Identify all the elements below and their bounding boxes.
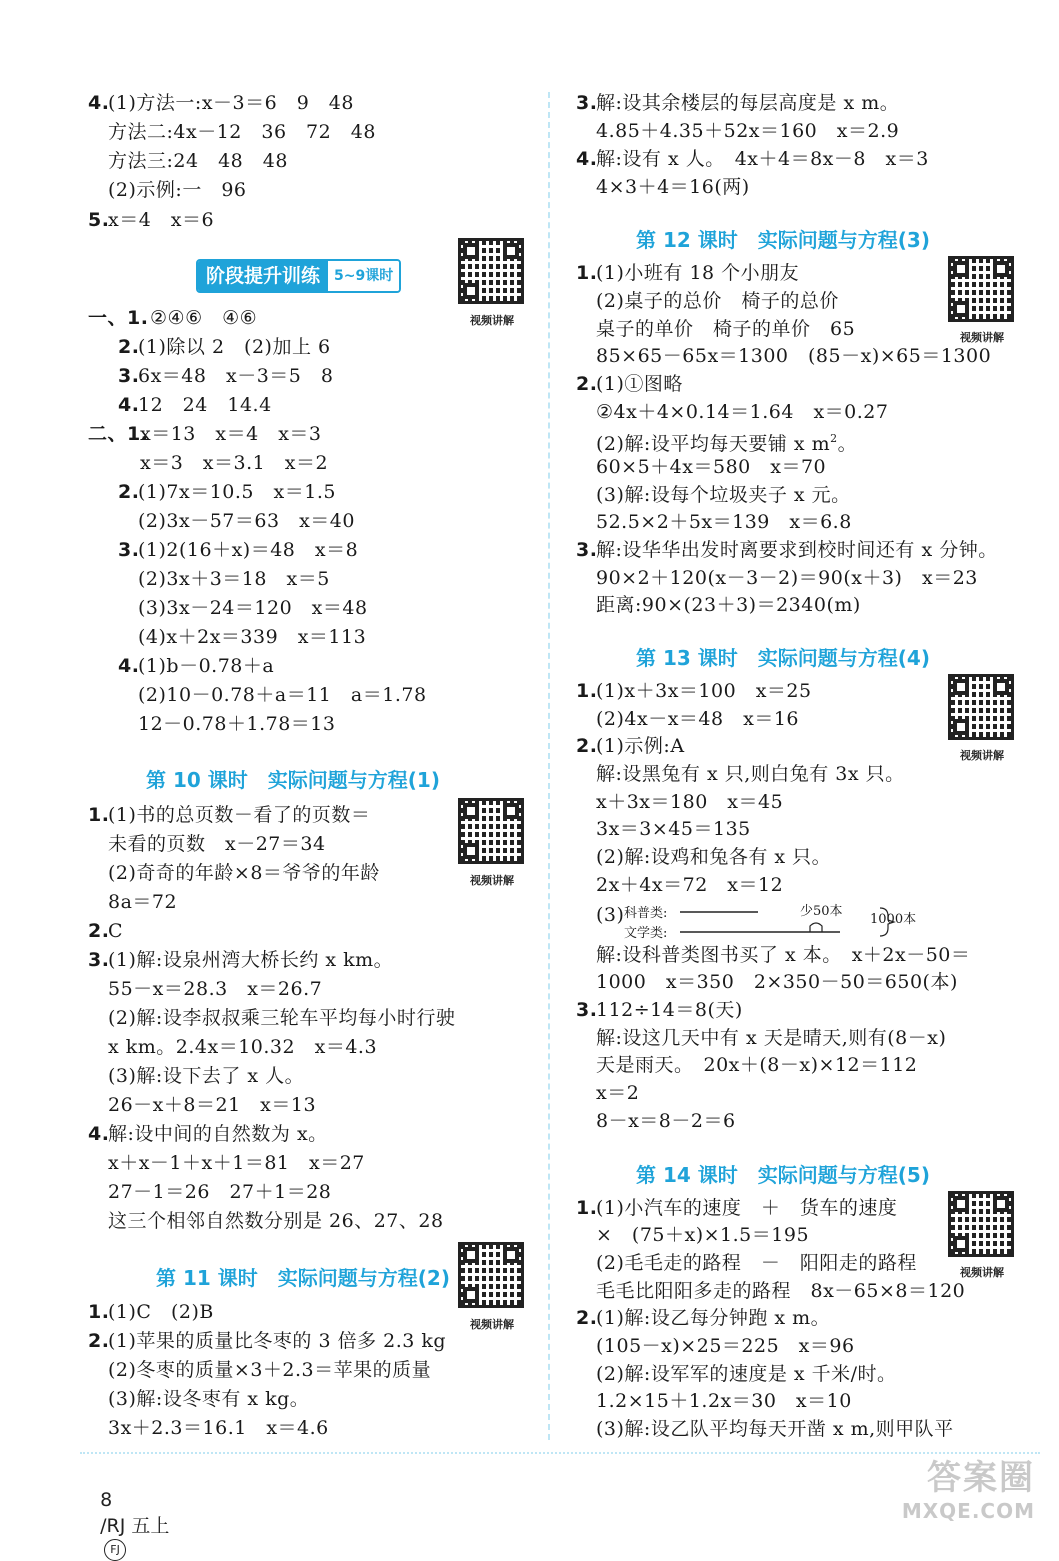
answer-line: 解:设中间的自然数为 x。 (108, 1123, 328, 1145)
q3-number: 3. (576, 539, 598, 561)
q3-number: 3. (576, 92, 598, 114)
answer-line: (1)①图略 (596, 373, 683, 395)
answer-line: (3)解:设下去了 x 人。 (108, 1065, 305, 1087)
lesson-14-title: 第 14 课时 实际问题与方程(5) (636, 1163, 930, 1187)
answer-line: 方法二:4x－12 36 72 48 (108, 121, 376, 143)
answer-line: 4.85＋4.35＋52x＝160 x＝2.9 (596, 120, 900, 142)
answer-line: 未看的页数 x－27＝34 (108, 833, 326, 855)
answer-line: (1)x＋3x＝100 x＝25 (596, 680, 812, 702)
answer-line: 85×65－65x＝1300 (85－x)×65＝1300 (596, 345, 992, 367)
item-number: 3. (118, 365, 140, 387)
q2-number: 2. (576, 735, 598, 757)
q4-number: 4. (576, 148, 598, 170)
edition-badge: FJ (104, 1539, 126, 1561)
qr-code-icon[interactable] (458, 1242, 524, 1308)
page-footer (88, 1467, 169, 1561)
answer-line: (3)解:设冬枣有 x kg。 (108, 1388, 310, 1410)
answer-line: ②4x＋4×0.14＝1.64 x＝0.27 (596, 401, 889, 423)
item-number: 2. (118, 336, 140, 358)
answer-line: 3x＝3×45＝135 (596, 818, 751, 840)
qr-code-icon[interactable] (948, 1191, 1014, 1257)
answer-line: (1)书的总页数－看了的页数＝ (108, 804, 371, 826)
answer-line: (1)示例:A (596, 735, 685, 757)
answer-line: 桌子的单价 椅子的单价 65 (596, 318, 856, 340)
answer-line: (2)奇奇的年龄×8＝爷爷的年龄 (108, 862, 380, 884)
answer-line: 方法三:24 48 48 (108, 150, 288, 172)
watermark-url: MXQE.COM (901, 1499, 1035, 1523)
diagram-lines (680, 898, 900, 942)
answer-line: (3)3x－24＝120 x＝48 (138, 597, 368, 619)
answer-line: 6x＝48 x－3＝5 8 (138, 365, 334, 387)
answer-line: 26－x＋8＝21 x＝13 (108, 1094, 317, 1116)
answer-line: (2)10－0.78＋a＝11 a＝1.78 (138, 684, 427, 706)
footer-rule (80, 1452, 1040, 1454)
answer-line: 1000 x＝350 2×350－50＝650(本) (596, 971, 958, 993)
answer-line: (1)C (2)B (108, 1301, 214, 1323)
answer-line: (1)方法一:x－3＝6 9 48 (108, 92, 354, 114)
q1-number: 1. (88, 804, 110, 826)
answer-line: (2)3x－57＝63 x＝40 (138, 510, 355, 532)
answer-line: x＝2 (596, 1082, 640, 1104)
answer-line: (105－x)×25＝225 x＝96 (596, 1335, 855, 1357)
answer-line: (2)解:设军军的速度是 x 千米/时。 (596, 1363, 897, 1385)
answer-line: (1)小班有 18 个小朋友 (596, 262, 800, 284)
answer-line: C (108, 920, 124, 942)
answer-line: (1)解:设乙每分钟跑 x m。 (596, 1307, 831, 1329)
answer-line: 1.2×15＋1.2x＝30 x＝10 (596, 1390, 852, 1412)
answer-line: 这三个相邻自然数分别是 26、27、28 (108, 1210, 444, 1232)
answer-line: x＝4 x＝6 (108, 209, 215, 231)
answer-line: x＝13 x＝4 x＝3 (140, 423, 322, 445)
answer-line: (3)解:设每个垃圾夹子 x 元。 (596, 484, 851, 506)
answer-line: 距离:90×(23＋3)＝2340(m) (596, 594, 861, 616)
q2-number: 2. (576, 373, 598, 395)
answer-line: x＋x－1＋x＋1＝81 x＝27 (108, 1152, 365, 1174)
q1-number: 1. (88, 1301, 110, 1323)
answer-line: (1)7x＝10.5 x＝1.5 (138, 481, 336, 503)
answer-line: 解:设华华出发时离要求到校时间还有 x 分钟。 (596, 539, 998, 561)
answer-line: 12－0.78＋1.78＝13 (138, 713, 336, 735)
answer-line: × (75＋x)×1.5＝195 (596, 1224, 810, 1246)
answer-line: 52.5×2＋5x＝139 x＝6.8 (596, 511, 852, 533)
item-number: 3. (118, 539, 140, 561)
stage-title: 阶段提升训练 (198, 261, 328, 291)
answer-line: (2)桌子的总价 椅子的总价 (596, 290, 839, 312)
diagram-total-label: 1000本 (870, 912, 917, 927)
answer-line: 解:设黑兔有 x 只,则白兔有 3x 只。 (596, 763, 905, 785)
qr-code-icon[interactable] (458, 238, 524, 304)
answer-line: 55－x＝28.3 x＝26.7 (108, 978, 323, 1000)
q1-number: 1. (576, 1197, 598, 1219)
answer-line: 8a＝72 (108, 891, 178, 913)
lesson-13-title: 第 13 课时 实际问题与方程(4) (636, 646, 930, 670)
edition-label: /RJ 五上 (100, 1515, 170, 1537)
answer-line: 60×5＋4x＝580 x＝70 (596, 456, 827, 478)
answer-line: 8－x＝8－2＝6 (596, 1110, 736, 1132)
answer-line: (1)除以 2 (2)加上 6 (138, 336, 331, 358)
answer-line: 12 24 14.4 (138, 394, 272, 416)
q3-number: 3. (88, 949, 110, 971)
qr-caption: 视频讲解 (960, 1266, 1004, 1279)
answer-line: x＋3x＝180 x＝45 (596, 791, 784, 813)
q4-number: 4. (88, 92, 110, 114)
answer-line: (1)苹果的质量比冬枣的 3 倍多 2.3 kg (108, 1330, 447, 1352)
qr-code-icon[interactable] (458, 798, 524, 864)
answer-line: 90×2＋120(x－3－2)＝90(x＋3) x＝23 (596, 567, 978, 589)
answer-line: (2)解:设平均每天要铺 x $m^2$。 (596, 432, 858, 455)
diagram-label-literature: 文学类: (624, 926, 668, 941)
q2-number: 2. (88, 1330, 110, 1352)
answer-line: 2x＋4x＝72 x＝12 (596, 874, 784, 896)
answer-line: (2)3x＋3＝18 x＝5 (138, 568, 330, 590)
lesson-11-title: 第 11 课时 实际问题与方程(2) (156, 1266, 450, 1290)
answer-line: (2)冬枣的质量×3＋2.3＝苹果的质量 (108, 1359, 432, 1381)
answer-line: x＝3 x＝3.1 x＝2 (140, 452, 329, 474)
lesson-12-title: 第 12 课时 实际问题与方程(3) (636, 228, 930, 252)
item-number: 2. (118, 481, 140, 503)
item-number: 4. (118, 394, 140, 416)
part2-number: 二、1. (88, 423, 149, 445)
q2-number: 2. (576, 1307, 598, 1329)
watermark-logo (902, 1450, 1035, 1523)
qr-code-icon[interactable] (948, 256, 1014, 322)
answer-line: (2)示例:一 96 (108, 179, 247, 201)
answer-line: 3x＋2.3＝16.1 x＝4.6 (108, 1417, 329, 1439)
q3-number: 3. (576, 999, 598, 1021)
stage-training-banner (196, 259, 401, 293)
answer-line: 毛毛比阳阳多走的路程 8x－65×8＝120 (596, 1280, 966, 1302)
answer-line: 27－1＝26 27＋1＝28 (108, 1181, 332, 1203)
answer-line: (1)解:设泉州湾大桥长约 x km。 (108, 949, 394, 971)
stage-range: 5~9课时 (328, 261, 399, 291)
answer-line: (2)4x－x＝48 x＝16 (596, 708, 800, 730)
answer-line: (1)b－0.78＋a (138, 655, 275, 677)
answer-line: (3)解:设乙队平均每天开凿 x m,则甲队平 (596, 1418, 954, 1440)
answer-line: (1)小汽车的速度 ＋ 货车的速度 (596, 1197, 898, 1219)
q5-number: 5. (88, 209, 110, 231)
part1-number: 一、1. (88, 307, 149, 329)
diagram-part-label: (3) (596, 904, 625, 926)
item-number: 4. (118, 655, 140, 677)
qr-caption: 视频讲解 (470, 874, 514, 887)
answer-line: x km。2.4x＝10.32 x＝4.3 (108, 1036, 378, 1058)
answer-line: (2)解:设李叔叔乘三轮车平均每小时行驶 (108, 1007, 456, 1029)
lesson-10-title: 第 10 课时 实际问题与方程(1) (146, 768, 440, 792)
diagram-less-label: 少50本 (800, 904, 843, 919)
answer-line: (4)x＋2x＝339 x＝113 (138, 626, 367, 648)
answer-line: 解:设有 x 人。 4x＋4＝8x－8 x＝3 (596, 148, 929, 170)
q4-number: 4. (88, 1123, 110, 1145)
answer-line: ②④⑥ ④⑥ (150, 307, 258, 329)
answer-line: 天是雨天。 20x＋(8－x)×12＝112 (596, 1054, 918, 1076)
q1-number: 1. (576, 262, 598, 284)
qr-caption: 视频讲解 (960, 749, 1004, 762)
diagram-label-science: 科普类: (624, 906, 668, 921)
q2-number: 2. (88, 920, 110, 942)
answer-line: (2)毛毛走的路程 － 阳阳走的路程 (596, 1252, 917, 1274)
qr-caption: 视频讲解 (470, 1318, 514, 1331)
answer-line: 解:设这几天中有 x 天是晴天,则有(8－x) (596, 1027, 947, 1049)
column-divider (548, 92, 550, 1440)
less-brace (810, 923, 822, 932)
answer-line: (2)解:设鸡和兔各有 x 只。 (596, 846, 832, 868)
answer-line: 4×3＋4＝16(两) (596, 176, 750, 198)
qr-code-icon[interactable] (948, 674, 1014, 740)
answer-line: (1)2(16＋x)＝48 x＝8 (138, 539, 359, 561)
page-number: 8 (100, 1489, 113, 1511)
answer-line: 解:设其余楼层的每层高度是 x m。 (596, 92, 900, 114)
q1-number: 1. (576, 680, 598, 702)
answer-line: 解:设科普类图书买了 x 本。 x＋2x－50＝ (596, 944, 971, 966)
watermark-text: 答案圈 (927, 1458, 1035, 1498)
qr-caption: 视频讲解 (470, 314, 514, 327)
answer-line: 112÷14＝8(天) (596, 999, 743, 1021)
qr-caption: 视频讲解 (960, 331, 1004, 344)
